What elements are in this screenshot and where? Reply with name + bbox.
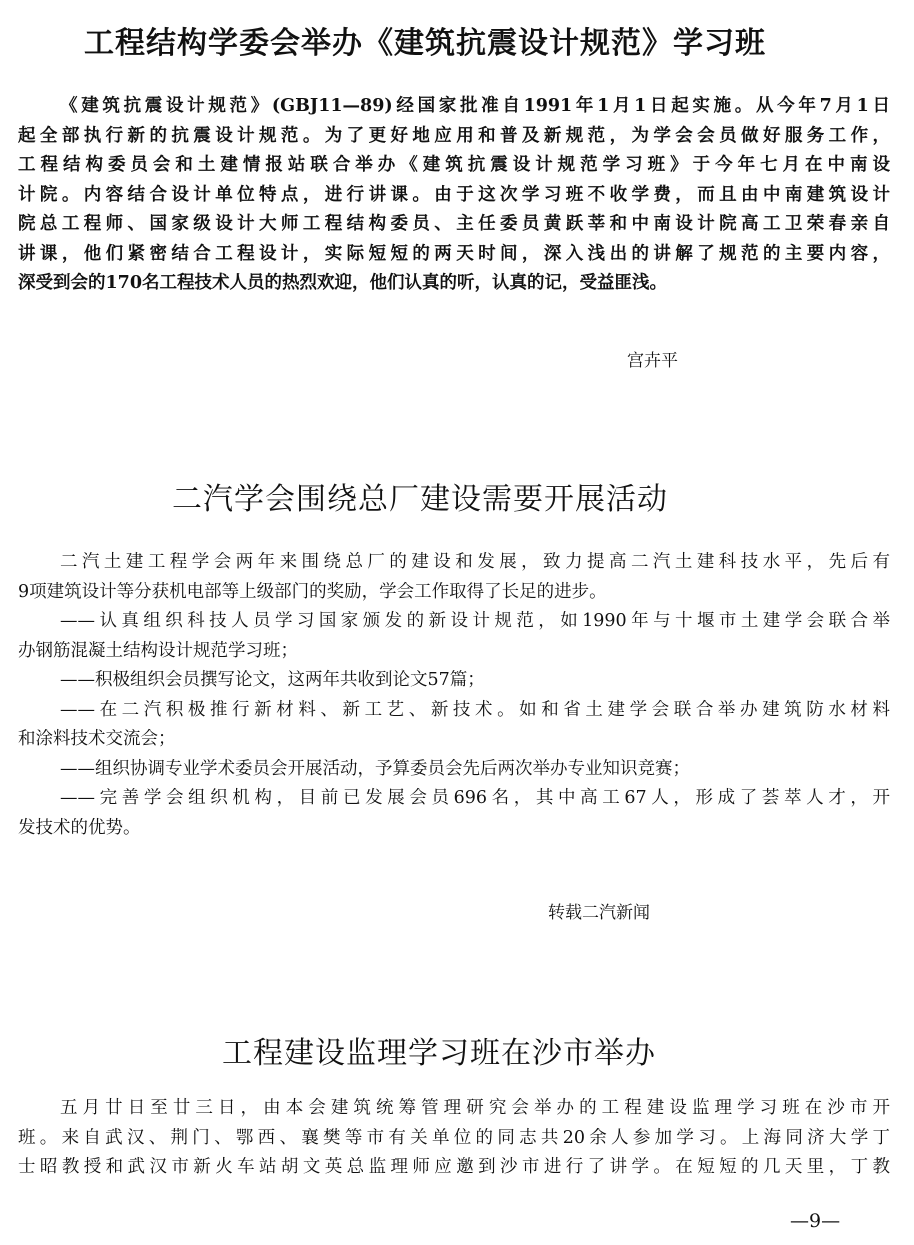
article2-title: 二汽学会围绕总厂建设需要开展活动 bbox=[172, 482, 668, 517]
article2-source: 转载二汽新闻 bbox=[548, 903, 650, 923]
article2-line: ——认真组织科技人员学习国家颁发的新设计规范，如1990年与十堰市土建学会联合举 bbox=[60, 611, 890, 631]
article1-line: 院总工程师、国家级设计大师工程结构委员、主任委员黄跃莘和中南设计院高工卫荣春亲自 bbox=[18, 214, 890, 234]
article2-line: ——在二汽积极推行新材料、新工艺、新技术。如和省土建学会联合举办建筑防水材料 bbox=[60, 699, 890, 720]
article2-body bbox=[18, 548, 890, 843]
article2-line: ——完善学会组织机构，目前已发展会员696名，其中高工67人，形成了荟萃人才，开 bbox=[60, 788, 890, 808]
article1-line: 工程结构委员会和土建情报站联合举办《建筑抗震设计规范学习班》于今年七月在中南设 bbox=[18, 155, 890, 175]
page-number: —9— bbox=[790, 1210, 841, 1232]
article1-title: 工程结构学委会举办《建筑抗震设计规范》学习班 bbox=[84, 26, 766, 61]
article1-author: 宫卉平 bbox=[627, 351, 678, 371]
article2-line: 和涂料技术交流会； bbox=[18, 729, 176, 749]
article1-line: 《建筑抗震设计规范》(GBJ11—89)经国家批准自1991年1月1日起实施。从今年7月1日 bbox=[60, 96, 890, 116]
article3-line: 士昭教授和武汉市新火车站胡文英总监理师应邀到沙市进行了讲学。在短短的几天里，丁教 bbox=[18, 1157, 890, 1177]
article2-line: 办钢筋混凝土结构设计规范学习班； bbox=[18, 640, 298, 661]
article1-line: 讲课，他们紧密结合工程设计，实际短短的两天时间，深入浅出的讲解了规范的主要内容， bbox=[18, 243, 890, 264]
article2-line: ——积极组织会员撰写论文，这两年共收到论文57篇； bbox=[60, 670, 485, 690]
article2-line: 二汽土建工程学会两年来围绕总厂的建设和发展，致力提高二汽土建科技水平，先后有 bbox=[60, 552, 890, 572]
article1-line: 深受到会的170名工程技术人员的热烈欢迎，他们认真的听，认真的记，受益匪浅。 bbox=[18, 273, 668, 293]
article2-line: 9项建筑设计等分获机电部等上级部门的奖励，学会工作取得了长足的进步。 bbox=[18, 581, 607, 602]
article2-line: 发技术的优势。 bbox=[18, 817, 141, 838]
article1-line: 计院。内容结合设计单位特点，进行讲课。由于这次学习班不收学费，而且由中南建筑设计 bbox=[18, 184, 890, 205]
article3-body bbox=[18, 1094, 890, 1183]
article1-body bbox=[18, 92, 890, 299]
article3-line: 五月廿日至廿三日，由本会建筑统筹管理研究会举办的工程建设监理学习班在沙市开 bbox=[60, 1098, 890, 1118]
article1-line: 起全部执行新的抗震设计规范。为了更好地应用和普及新规范，为学会会员做好服务工作， bbox=[18, 125, 890, 146]
article3-line: 班。来自武汉、荆门、鄂西、襄樊等市有关单位的同志共20余人参加学习。上海同济大学丁 bbox=[18, 1127, 890, 1148]
article3-title: 工程建设监理学习班在沙市举办 bbox=[222, 1036, 656, 1071]
article2-line: ——组织协调专业学术委员会开展活动，予算委员会先后两次举办专业知识竞赛； bbox=[60, 758, 690, 779]
